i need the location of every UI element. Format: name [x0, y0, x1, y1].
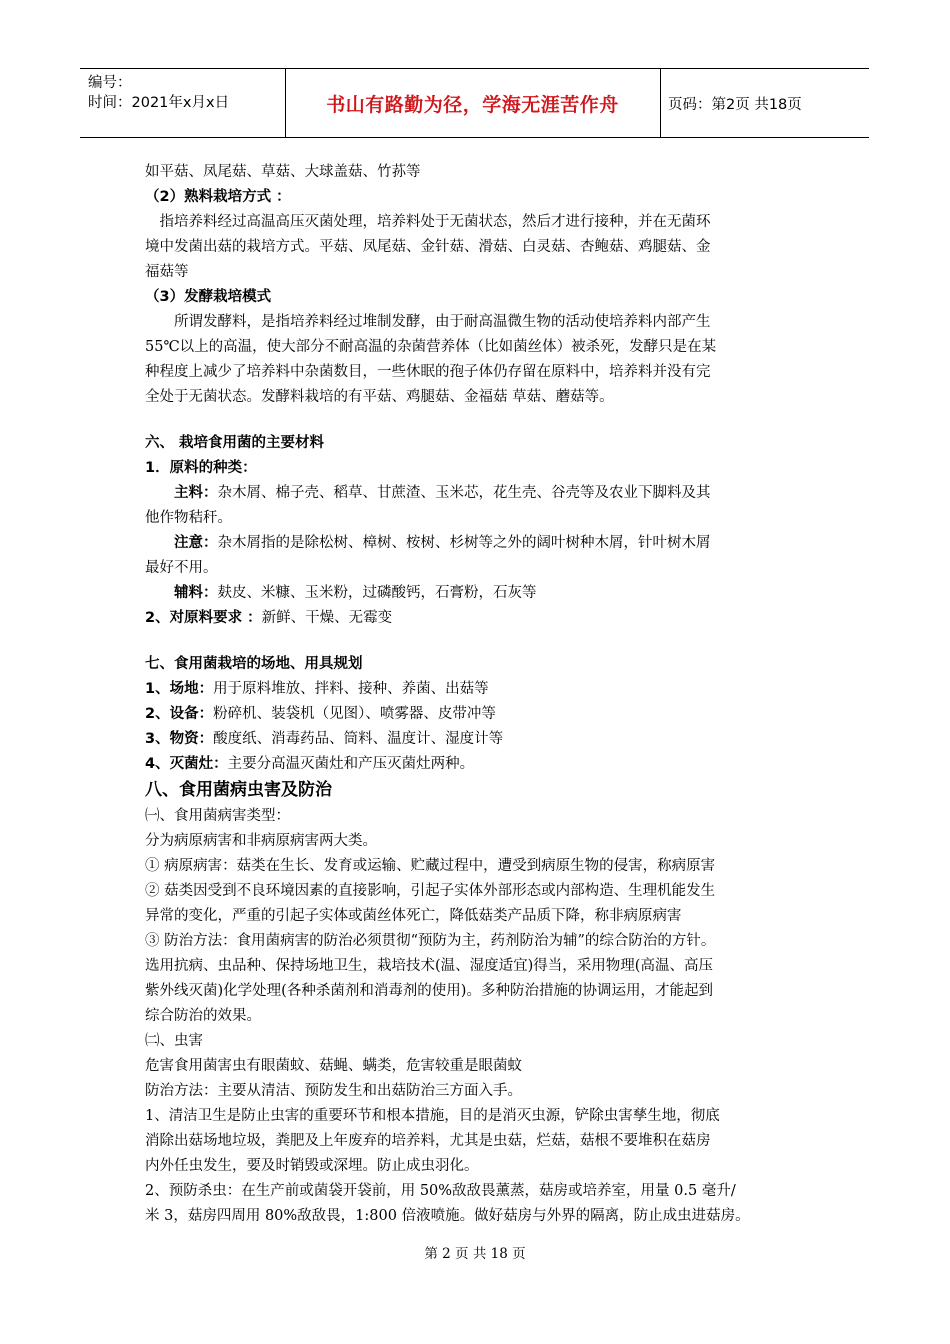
- subheading: 2、对原料要求 ：: [145, 610, 262, 626]
- label-aux: 辅料：: [174, 585, 218, 601]
- text-line: 杂木屑、棉子壳、稻草、甘蔗渣、玉米芯，花生壳、谷壳等及农业下脚料及其: [217, 485, 711, 501]
- text-line: 选用抗病、虫品种、保持场地卫生，栽培技术(温、湿度适宜)得当，采用物理(高温、高压: [145, 958, 713, 974]
- text-line: ㈠、食用菌病害类型：: [145, 808, 290, 824]
- text-line: 防治方法：主要从清洁、预防发生和出菇防治三方面入手。: [145, 1083, 522, 1099]
- text-line: 综合防治的效果。: [145, 1008, 261, 1024]
- date-line: 时间：2021年x月x日: [88, 95, 230, 111]
- subheading: （2）熟料栽培方式 ：: [145, 189, 291, 205]
- text-line: ㈡、虫害: [145, 1033, 203, 1049]
- header-meta: [88, 73, 229, 113]
- text-line: 他作物秸秆。: [145, 510, 232, 526]
- text-line: 种程度上减少了培养料中杂菌数目，一些休眠的孢子体仍存留在原料中，培养料并没有完: [145, 364, 711, 380]
- text-line: 如平菇、凤尾菇、草菇、大球盖菇、竹荪等: [145, 164, 421, 180]
- label-site: 1、场地：: [145, 681, 214, 697]
- label-main: 主料：: [174, 485, 218, 501]
- text-line: 福菇等: [145, 264, 189, 280]
- text-line: 指培养料经过高温高压灭菌处理，培养料处于无菌状态，然后才进行接种，并在无菌环: [159, 214, 711, 230]
- label-equipment: 2、设备：: [145, 706, 214, 722]
- text-line: 2、预防杀虫：在生产前或菌袋开袋前，用 50%敌敌畏薰蒸，菇房或培养室，用量 0.5 毫升/: [145, 1183, 736, 1199]
- subheading: （3）发酵栽培模式: [145, 289, 272, 305]
- text-line: 粉碎机、装袋机（见图）、喷雾器、皮带冲等: [213, 706, 496, 722]
- text-line: 55℃以上的高温，使大部分不耐高温的杂菌营养体（比如菌丝体）被杀死，发酵只是在某: [145, 339, 717, 355]
- text-line: 消除出菇场地垃圾，粪肥及上年废弃的培养料，尤其是虫菇，烂菇，菇根不要堆积在菇房: [145, 1133, 711, 1149]
- text-line: ③ 防治方法：食用菌病害的防治必须贯彻“预防为主，药剂防治为辅”的综合防治的方针。: [145, 933, 716, 949]
- page-footer: 第 2 页 共 18 页: [424, 1246, 526, 1262]
- header-divider: [660, 69, 661, 137]
- text-line: 麸皮、米糠、玉米粉，过磷酸钙，石膏粉，石灰等: [217, 585, 537, 601]
- text-line: 最好不用。: [145, 560, 218, 576]
- label-materials: 3、物资：: [145, 731, 214, 747]
- subheading: 1．原料的种类：: [145, 460, 257, 476]
- text-line: 米 3，菇房四周用 80%敌敌畏，1:800 倍液喷施。做好菇房与外界的隔离，防止成虫进菇房。: [145, 1208, 750, 1224]
- text-line: 境中发菌出菇的栽培方式。平菇、凤尾菇、金针菇、滑菇、白灵菇、杏鲍菇、鸡腿菇、金: [145, 239, 711, 255]
- page-header: [80, 68, 869, 138]
- text-line: 新鲜、干燥、无霉变: [261, 610, 393, 626]
- label-note: 注意：: [174, 535, 218, 551]
- text-line: 紫外线灭菌)化学处理(各种杀菌剂和消毒剂的使用)。多种防治措施的协调运用，才能起到: [145, 983, 713, 999]
- text-line: 危害食用菌害虫有眼菌蚊、菇蝇、螨类，危害较重是眼菌蚊: [145, 1058, 522, 1074]
- text-line: 主要分高温灭菌灶和产压灭菌灶两种。: [227, 756, 475, 772]
- text-line: 全处于无菌状态。发酵料栽培的有平菇、鸡腿菇、金福菇 草菇、蘑菇等。: [145, 389, 614, 405]
- text-line: 分为病原病害和非病原病害两大类。: [145, 833, 377, 849]
- section-heading: 八、食用菌病虫害及防治: [145, 780, 332, 800]
- text-line: ② 菇类因受到不良环境因素的直接影响，引起子实体外部形态或内部构造、生理机能发生: [145, 883, 716, 899]
- header-page-info: 页码：第2页 共18页: [668, 96, 802, 113]
- section-heading: 七、食用菌栽培的场地、用具规划: [145, 656, 363, 672]
- text-line: 内外任虫发生，要及时销毁或深埋。防止成虫羽化。: [145, 1158, 479, 1174]
- header-motto: 书山有路勤为径，学海无涯苦作舟: [326, 93, 619, 116]
- label-sterilizer: 4、灭菌灶：: [145, 756, 228, 772]
- code-label: 编号：: [88, 75, 132, 91]
- text-line: 酸度纸、消毒药品、筒料、温度计、湿度计等: [213, 731, 504, 747]
- text-line: 异常的变化，严重的引起子实体或菌丝体死亡，降低菇类产品质下降，称非病原病害: [145, 908, 682, 924]
- text-line: 杂木屑指的是除松树、樟树、桉树、杉树等之外的阔叶树种木屑，针叶树木屑: [217, 535, 711, 551]
- text-line: 所谓发酵料，是指培养料经过堆制发酵，由于耐高温微生物的活动使培养料内部产生: [174, 314, 711, 330]
- document-body: [145, 160, 810, 1229]
- section-heading: 六、 栽培食用菌的主要材料: [145, 435, 325, 451]
- text-line: ① 病原病害：菇类在生长、发育或运输、贮藏过程中，遭受到病原生物的侵害，称病原害: [145, 858, 716, 874]
- text-line: 1、清洁卫生是防止虫害的重要环节和根本措施，目的是消灭虫源，铲除虫害孳生地，彻底: [145, 1108, 720, 1124]
- text-line: 用于原料堆放、拌料、接种、养菌、出菇等: [213, 681, 489, 697]
